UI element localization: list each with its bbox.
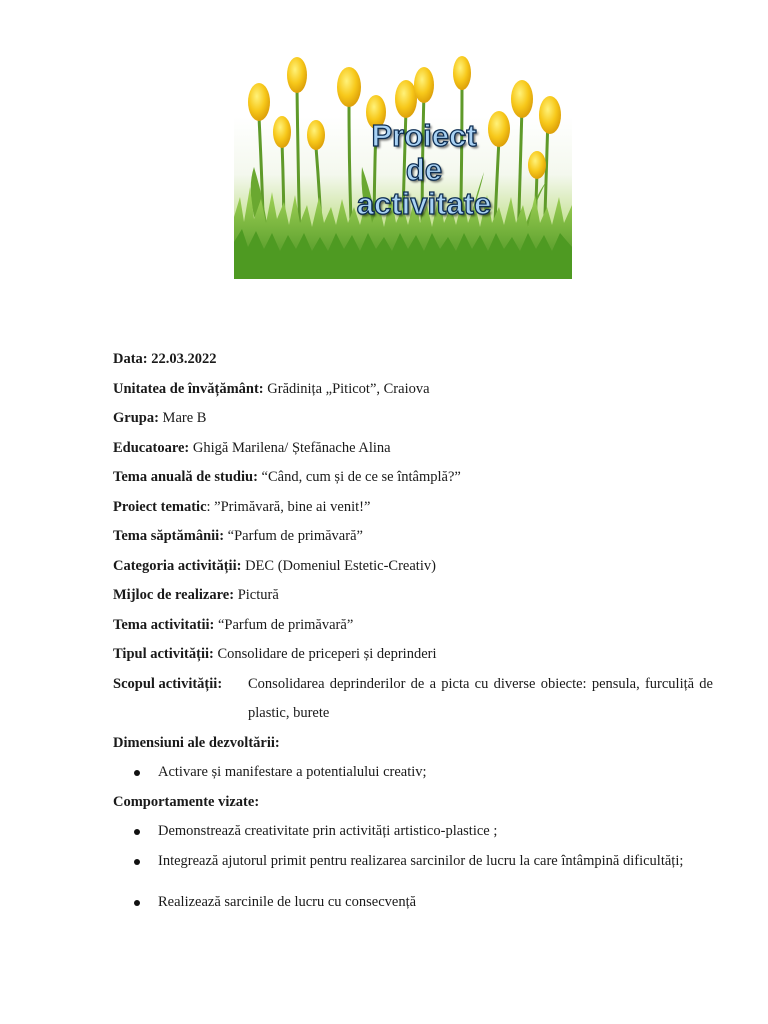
- field-tema-saptamanii: [113, 522, 713, 552]
- field-categoria-value: DEC (Domeniul Estetic-Creativ): [241, 557, 436, 574]
- list-item: Activare și manifestare a potentialului creativ;: [113, 758, 713, 788]
- field-tipul-label: Tipul activității:: [113, 646, 214, 662]
- dimensiuni-heading: Dimensiuni ale dezvoltării:: [113, 734, 280, 751]
- field-proiect-tematic-label: Proiect tematic: [113, 498, 207, 515]
- field-tema-activitatii-label: Tema activitatii:: [113, 616, 215, 633]
- field-data-label: Data: 22.03.2022: [113, 351, 217, 367]
- field-tema-activitatii: [113, 611, 713, 641]
- list-item: Realizează sarcinile de lucru cu consecvență: [113, 888, 713, 918]
- field-data: [113, 345, 713, 375]
- field-tema-anuala-value: “Când, cum și de ce se întâmplă?”: [257, 469, 461, 485]
- field-educatoare-value: Ghigă Marilena/ Ștefănache Alina: [189, 439, 391, 456]
- field-educatoare: [113, 434, 713, 464]
- document-body: [113, 345, 713, 918]
- field-tema-saptamanii-value: “Parfum de primăvară”: [224, 528, 363, 544]
- field-scopul-value: Consolidarea deprinderilor de a picta cu diverse obiecte: pensula, furculiță de plastic, burete: [248, 675, 713, 721]
- banner-title-line-2: de: [405, 152, 443, 187]
- field-tipul-value: Consolidare de priceperi și deprinderi: [213, 646, 437, 662]
- field-mijloc-value: Pictură: [234, 587, 279, 603]
- field-grupa: [113, 404, 713, 434]
- field-mijloc: [113, 581, 713, 611]
- list-spacer: [113, 876, 713, 888]
- comportamente-heading: Comportamente vizate:: [113, 793, 260, 810]
- field-categoria-label: Categoria activității:: [113, 557, 242, 574]
- comportamente-list: [113, 817, 713, 918]
- field-proiect-tematic-value: : ”Primăvară, bine ai venit!”: [206, 498, 371, 515]
- field-unitatea-label: Unitatea de învățământ:: [113, 380, 264, 397]
- field-grupa-value: Mare B: [158, 410, 207, 426]
- field-unitatea: [113, 375, 713, 405]
- field-grupa-label: Grupa:: [113, 410, 159, 426]
- field-tema-anuala: [113, 463, 713, 493]
- field-unitatea-value: Grădinița „Piticot”, Craiova: [263, 380, 430, 397]
- field-tipul: [113, 640, 713, 670]
- dimensiuni-list: [113, 758, 713, 788]
- field-scopul: [113, 670, 713, 729]
- list-item: Integrează ajutorul primit pentru realizarea sarcinilor de lucru la care întâmpină dificultăți;: [113, 847, 713, 877]
- field-proiect-tematic: [113, 493, 713, 523]
- banner-title: [274, 119, 572, 221]
- field-tema-activitatii-value: “Parfum de primăvară”: [214, 616, 354, 633]
- banner-image: [234, 47, 572, 279]
- field-tema-saptamanii-label: Tema săptămânii:: [113, 528, 225, 544]
- field-mijloc-label: Mijloc de realizare:: [113, 587, 235, 603]
- list-item: Demonstrează creativitate prin activități artistico-plastice ;: [113, 817, 713, 847]
- field-educatoare-label: Educatoare:: [113, 439, 190, 456]
- banner-title-line-1: Proiect: [371, 118, 477, 153]
- field-scopul-label: Scopul activității:: [113, 675, 223, 692]
- banner-title-line-3: activitate: [356, 186, 492, 221]
- field-tema-anuala-label: Tema anuală de studiu:: [113, 469, 258, 485]
- field-categoria: [113, 552, 713, 582]
